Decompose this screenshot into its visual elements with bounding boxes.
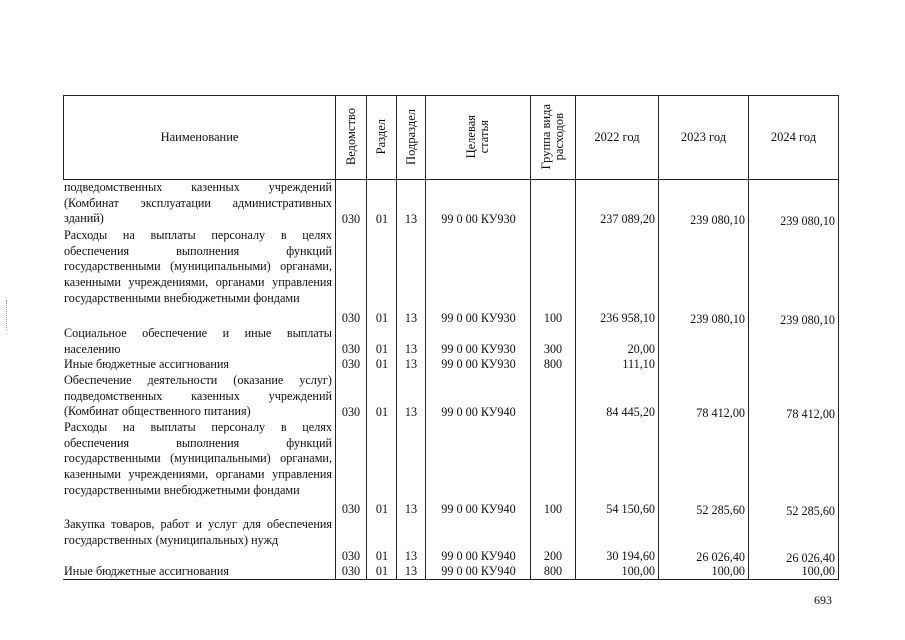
- row-2024: 26 026,40: [786, 551, 835, 565]
- row-razdel: 01: [375, 549, 389, 563]
- header-razdel: [367, 95, 396, 179]
- row-celevaya: 99 0 00 КУ930: [441, 311, 516, 325]
- row-razdel: 01: [375, 502, 389, 516]
- header-podrazdel: [397, 95, 425, 179]
- header-gruppa-line1: Группа вида: [539, 104, 553, 170]
- row-celevaya: 99 0 00 КУ940: [441, 564, 516, 578]
- header-vedomstvo: [336, 95, 366, 179]
- header-2023: [659, 95, 748, 179]
- row-2022: 54 150,60: [606, 502, 655, 516]
- row-2024: 78 412,00: [786, 407, 835, 421]
- header-gruppa-line2: расходов: [552, 113, 566, 161]
- row-razdel: 01: [375, 405, 389, 419]
- row-razdel: 01: [375, 357, 389, 371]
- row-podrazdel: 13: [404, 564, 418, 578]
- row-vedomstvo: 030: [341, 311, 361, 325]
- row-name: Расходы на выплаты персоналу в целях обеспечения выполнения функций государственными (муниципальными) органами, казенными учреждениями, органами управления государственными внебюджетными фондами: [64, 420, 332, 497]
- col-border: [838, 95, 839, 580]
- row-razdel: 01: [375, 342, 389, 356]
- row-name: Обеспечение деятельности (оказание услуг) подведомственных казенных учреждений (Комбинат общественного питания): [64, 373, 332, 419]
- row-2022: 100,00: [621, 564, 655, 578]
- row-podrazdel: 13: [404, 502, 418, 516]
- row-vedomstvo: 030: [341, 342, 361, 356]
- row-celevaya: 99 0 00 КУ930: [441, 342, 516, 356]
- row-2022: 236 958,10: [600, 311, 655, 325]
- header-gruppa-text: [540, 104, 566, 169]
- row-vedomstvo: 030: [341, 405, 361, 419]
- header-2022-text: 2022 год: [594, 129, 640, 144]
- row-gruppa: 800: [543, 357, 563, 371]
- row-razdel: 01: [375, 212, 389, 226]
- header-gruppa: [531, 95, 575, 179]
- row-2023: 78 412,00: [696, 406, 745, 420]
- row-2024: 239 080,10: [780, 313, 835, 327]
- row-name: Расходы на выплаты персоналу в целях обеспечения выполнения функций государственными (муниципальными) органами, казенными учреждениями, органами управления государственными внебюджетными фондами: [64, 228, 332, 305]
- row-2024: 100,00: [801, 564, 835, 578]
- row-celevaya: 99 0 00 КУ930: [441, 357, 516, 371]
- row-name: Социальное обеспечение и иные выплаты населению: [64, 326, 332, 356]
- header-name-text: Наименование: [160, 129, 239, 144]
- row-2023: 239 080,10: [690, 312, 745, 326]
- row-podrazdel: 13: [404, 342, 418, 356]
- row-celevaya: 99 0 00 КУ940: [441, 502, 516, 516]
- row-razdel: 01: [375, 311, 389, 325]
- row-razdel: 01: [375, 564, 389, 578]
- row-podrazdel: 13: [404, 549, 418, 563]
- header-2022: [576, 95, 658, 179]
- row-2024: 52 285,60: [786, 504, 835, 518]
- page-number: 693: [814, 593, 832, 607]
- row-name: Закупка товаров, работ и услуг для обеспечения государственных (муниципальных) нужд: [64, 517, 332, 547]
- row-2023: 52 285,60: [696, 503, 745, 517]
- header-2024: [749, 95, 838, 179]
- row-name: Иные бюджетные ассигнования: [64, 564, 230, 578]
- row-name: подведомственных казенных учреждений (Комбинат эксплуатации административных зданий): [64, 180, 332, 226]
- header-2023-text: 2023 год: [680, 129, 727, 144]
- row-gruppa: 100: [543, 311, 563, 325]
- row-2023: 239 080,10: [690, 213, 745, 227]
- row-2022: 111,10: [622, 357, 655, 371]
- row-2022: 30 194,60: [606, 549, 655, 563]
- header-celevaya-line1: Целевая: [464, 115, 478, 159]
- header-razdel-text: Раздел: [374, 119, 388, 155]
- row-vedomstvo: 030: [341, 564, 361, 578]
- row-gruppa: 200: [543, 549, 563, 563]
- row-2023: 100,00: [711, 564, 745, 578]
- row-vedomstvo: 030: [341, 212, 361, 226]
- row-gruppa: 100: [543, 502, 563, 516]
- row-podrazdel: 13: [404, 357, 418, 371]
- header-celevaya-text: [465, 115, 491, 158]
- row-gruppa: 300: [543, 342, 563, 356]
- row-podrazdel: 13: [404, 311, 418, 325]
- row-podrazdel: 13: [404, 405, 418, 419]
- row-2023: 26 026,40: [696, 550, 745, 564]
- row-2022: 237 089,20: [600, 212, 655, 226]
- header-2024-text: 2024 год: [770, 129, 817, 144]
- scan-margin-mark: [6, 300, 9, 330]
- row-2022: 20,00: [627, 342, 655, 356]
- row-celevaya: 99 0 00 КУ930: [441, 212, 516, 226]
- row-vedomstvo: 030: [341, 549, 361, 563]
- header-celevaya: [426, 95, 530, 179]
- header-celevaya-line2: статья: [477, 120, 491, 154]
- row-celevaya: 99 0 00 КУ940: [441, 549, 516, 563]
- row-2024: 239 080,10: [780, 214, 835, 228]
- row-vedomstvo: 030: [341, 502, 361, 516]
- row-gruppa: 800: [543, 564, 563, 578]
- row-celevaya: 99 0 00 КУ940: [441, 405, 516, 419]
- row-name: Иные бюджетные ассигнования: [64, 357, 230, 371]
- header-podrazdel-text: Подраздел: [403, 109, 418, 165]
- header-name: [64, 95, 335, 179]
- row-2022: 84 445,20: [606, 405, 655, 419]
- row-vedomstvo: 030: [341, 357, 361, 371]
- header-vedomstvo-text: Ведомство: [343, 108, 358, 166]
- row-podrazdel: 13: [404, 212, 418, 226]
